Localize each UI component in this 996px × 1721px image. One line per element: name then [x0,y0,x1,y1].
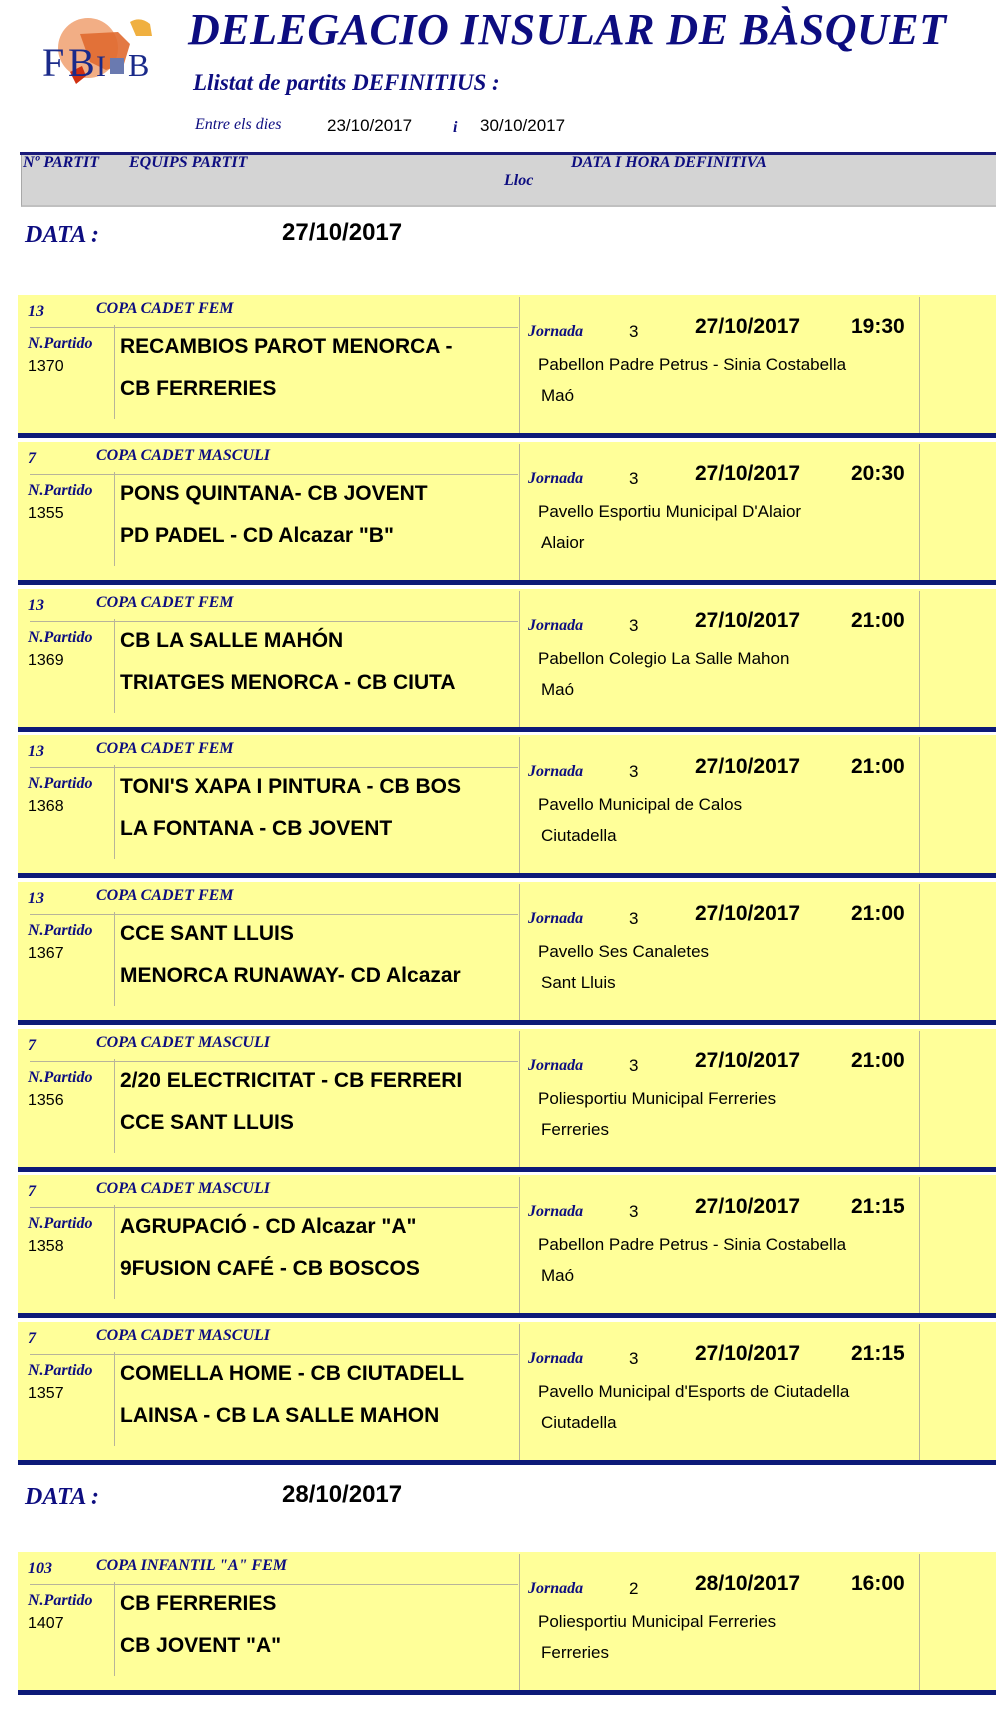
match-no-value: 1369 [28,652,64,669]
column-divider [114,1059,115,1153]
column-divider [519,297,520,433]
row-divider [30,767,518,768]
category-name: COPA CADET MASCULI [96,1180,270,1197]
svg-text:I: I [96,50,106,83]
match-row [18,1029,996,1172]
match-row [18,1175,996,1318]
match-date: 27/10/2017 [695,902,801,925]
venue: Pabellon Colegio La Salle Mahon [538,649,790,668]
column-divider [919,1324,920,1460]
match-time: 20:30 [851,462,905,485]
match-date: 27/10/2017 [695,1342,801,1365]
match-time: 21:00 [851,902,905,925]
match-row [18,882,996,1025]
category-name: COPA CADET MASCULI [96,447,270,464]
column-divider [519,1554,520,1690]
page-title: DELEGACIO INSULAR DE BÀSQUET [188,5,947,54]
column-divider [114,325,115,419]
category-name: COPA CADET MASCULI [96,1034,270,1051]
category-number: 103 [28,1560,52,1577]
page-subtitle: Llistat de partits DEFINITIUS : [193,70,500,95]
row-divider [30,621,518,622]
match-no-value: 1358 [28,1238,64,1255]
match-date: 27/10/2017 [695,755,801,778]
home-team: PONS QUINTANA- CB JOVENT [120,482,428,505]
date-range-to: 30/10/2017 [480,116,566,135]
column-divider [519,1177,520,1313]
match-no-label: N.Partido [28,335,93,352]
column-divider [114,1205,115,1299]
column-divider [919,737,920,873]
column-divider [114,765,115,859]
svg-text:B: B [128,47,150,83]
match-no-label: N.Partido [28,1069,93,1086]
date-range-separator: i [453,119,458,136]
category-number: 7 [28,1183,36,1200]
column-divider [519,591,520,727]
round-value: 3 [629,469,639,488]
row-divider [30,914,518,915]
category-number: 7 [28,450,36,467]
away-team: CB FERRERIES [120,377,277,400]
match-no-label: N.Partido [28,1362,93,1379]
venue: Poliesportiu Municipal Ferreries [538,1612,777,1631]
match-date: 27/10/2017 [695,609,801,632]
match-no-value: 1370 [28,358,64,375]
away-team: LA FONTANA - CB JOVENT [120,817,393,840]
round-value: 3 [629,1349,639,1368]
round-label: Jornada [528,1580,584,1597]
match-no-label: N.Partido [28,1592,93,1609]
match-time: 21:00 [851,755,905,778]
venue: Poliesportiu Municipal Ferreries [538,1089,777,1108]
away-team: CB JOVENT "A" [120,1634,282,1657]
round-label: Jornada [528,470,584,487]
date-range-label: Entre els dies [195,116,282,133]
round-value: 3 [629,1056,639,1075]
category-name: COPA CADET FEM [96,740,234,757]
match-row [18,1552,996,1695]
venue: Pabellon Padre Petrus - Sinia Costabella [538,1235,847,1254]
row-divider [30,1061,518,1062]
day-date: 28/10/2017 [282,1481,403,1508]
column-divider [519,1324,520,1460]
column-header-teams: EQUIPS PARTIT [129,154,248,171]
match-time: 19:30 [851,315,905,338]
fbib-logo [40,14,158,94]
venue: Pabellon Padre Petrus - Sinia Costabella [538,355,847,374]
category-number: 7 [28,1330,36,1347]
round-label: Jornada [528,1350,584,1367]
match-no-label: N.Partido [28,775,93,792]
town: Maó [541,1266,575,1285]
category-name: COPA INFANTIL "A" FEM [96,1557,287,1574]
category-number: 13 [28,597,44,614]
town: Ferreries [541,1643,610,1662]
away-team: CCE SANT LLUIS [120,1111,294,1134]
match-date: 27/10/2017 [695,1195,801,1218]
column-divider [919,1031,920,1167]
town: Maó [541,386,575,405]
match-no-value: 1367 [28,945,64,962]
column-divider [519,737,520,873]
home-team: AGRUPACIÓ - CD Alcazar "A" [120,1215,417,1238]
town: Sant Lluis [541,973,616,992]
column-header-place: Lloc [504,172,534,189]
round-value: 3 [629,1202,639,1221]
category-number: 13 [28,890,44,907]
round-label: Jornada [528,1203,584,1220]
column-divider [919,444,920,580]
away-team: LAINSA - CB LA SALLE MAHON [120,1404,440,1427]
match-row [18,442,996,585]
category-name: COPA CADET FEM [96,594,234,611]
column-divider [114,472,115,566]
match-date: 27/10/2017 [695,315,801,338]
away-team: MENORCA RUNAWAY- CD Alcazar [120,964,461,987]
match-no-value: 1355 [28,505,64,522]
category-number: 7 [28,1037,36,1054]
category-name: COPA CADET FEM [96,887,234,904]
home-team: COMELLA HOME - CB CIUTADELL [120,1362,465,1385]
match-date: 28/10/2017 [695,1572,801,1595]
round-label: Jornada [528,617,584,634]
row-divider [30,1354,518,1355]
row-divider [30,1584,518,1585]
match-no-label: N.Partido [28,629,93,646]
column-divider [919,297,920,433]
column-divider [919,884,920,1020]
column-divider [919,1554,920,1690]
match-date: 27/10/2017 [695,462,801,485]
category-name: COPA CADET FEM [96,300,234,317]
away-team: TRIATGES MENORCA - CB CIUTA [120,671,456,694]
town: Alaior [541,533,585,552]
match-no-label: N.Partido [28,922,93,939]
svg-text:F: F [42,40,65,85]
home-team: 2/20 ELECTRICITAT - CB FERRERI [120,1069,463,1092]
svg-text:B: B [68,40,95,85]
round-value: 3 [629,909,639,928]
match-no-label: N.Partido [28,1215,93,1232]
town: Ferreries [541,1120,610,1139]
match-time: 21:00 [851,1049,905,1072]
category-number: 13 [28,743,44,760]
match-no-value: 1357 [28,1385,64,1402]
round-value: 3 [629,762,639,781]
day-label: DATA : [25,1484,100,1510]
round-label: Jornada [528,763,584,780]
home-team: CB FERRERIES [120,1592,277,1615]
row-divider [30,474,518,475]
home-team: RECAMBIOS PAROT MENORCA - [120,335,453,358]
category-name: COPA CADET MASCULI [96,1327,270,1344]
column-divider [519,444,520,580]
match-no-label: N.Partido [28,482,93,499]
day-label: DATA : [25,222,100,248]
away-team: 9FUSION CAFÉ - CB BOSCOS [120,1257,420,1280]
column-header-bar [21,155,996,207]
column-divider [519,1031,520,1167]
round-value: 3 [629,616,639,635]
match-time: 21:00 [851,609,905,632]
match-time: 21:15 [851,1195,905,1218]
date-range-from: 23/10/2017 [327,116,413,135]
column-divider [919,591,920,727]
column-header-datetime: DATA I HORA DEFINITIVA [571,154,767,171]
round-label: Jornada [528,323,584,340]
match-time: 16:00 [851,1572,905,1595]
match-no-value: 1407 [28,1615,64,1632]
column-header-match-no: Nº PARTIT [23,154,100,171]
round-label: Jornada [528,1057,584,1074]
venue: Pavello Esportiu Municipal D'Alaior [538,502,802,521]
match-date: 27/10/2017 [695,1049,801,1072]
match-no-value: 1356 [28,1092,64,1109]
column-divider [519,884,520,1020]
town: Maó [541,680,575,699]
match-row [18,735,996,878]
round-value: 3 [629,322,639,341]
home-team: CB LA SALLE MAHÓN [120,629,344,652]
match-no-value: 1368 [28,798,64,815]
column-divider [114,1352,115,1446]
row-divider [30,327,518,328]
match-row [18,295,996,438]
away-team: PD PADEL - CD Alcazar "B" [120,524,394,547]
match-time: 21:15 [851,1342,905,1365]
town: Ciutadella [541,1413,617,1432]
column-divider [114,1582,115,1676]
match-row [18,589,996,732]
venue: Pavello Ses Canaletes [538,942,710,961]
column-divider [919,1177,920,1313]
column-divider [114,912,115,1006]
venue: Pavello Municipal de Calos [538,795,743,814]
day-date: 27/10/2017 [282,219,403,246]
town: Ciutadella [541,826,617,845]
round-value: 2 [629,1579,639,1598]
round-label: Jornada [528,910,584,927]
row-divider [30,1207,518,1208]
category-number: 13 [28,303,44,320]
column-divider [114,619,115,713]
home-team: CCE SANT LLUIS [120,922,294,945]
match-row [18,1322,996,1465]
venue: Pavello Municipal d'Esports de Ciutadella [538,1382,850,1401]
home-team: TONI'S XAPA I PINTURA - CB BOS [120,775,462,798]
